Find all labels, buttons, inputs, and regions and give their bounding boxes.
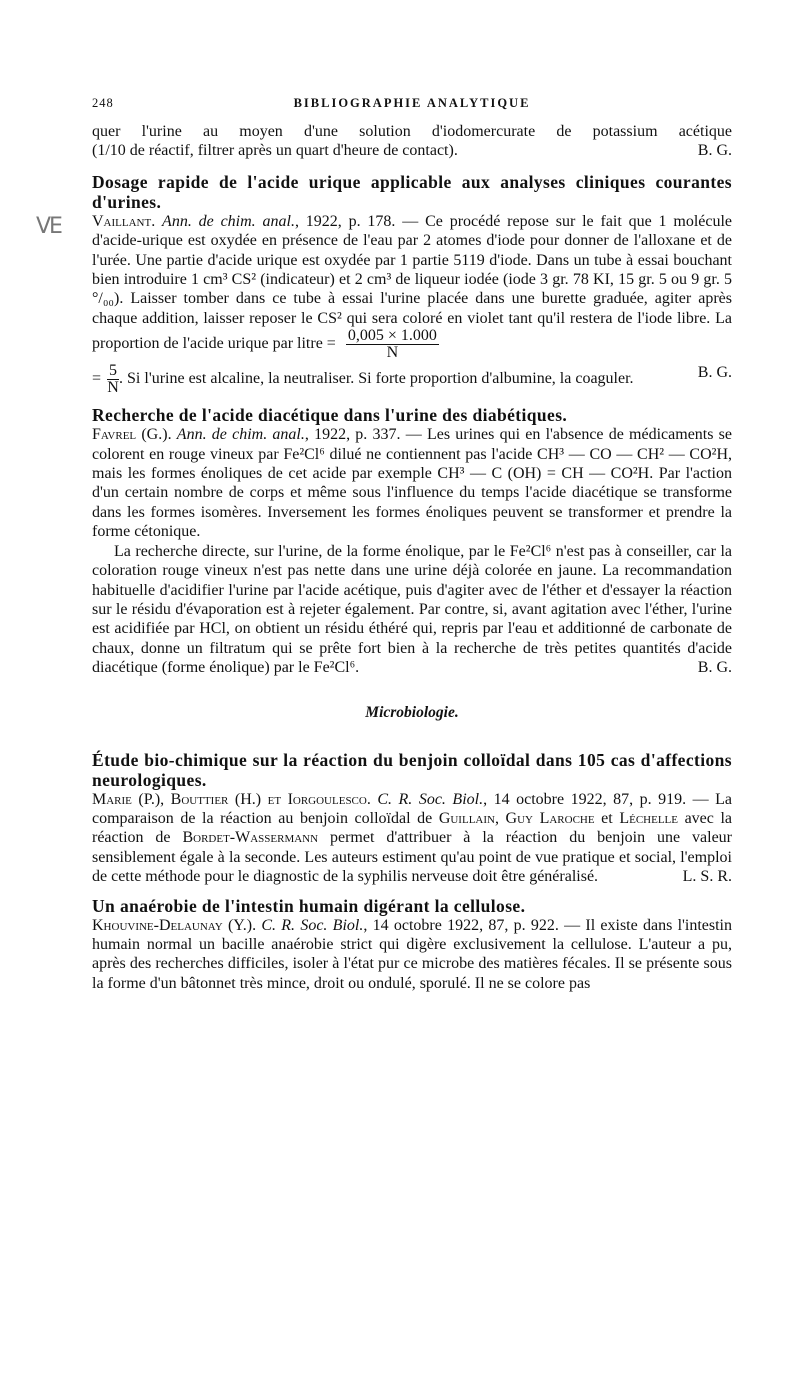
- fraction-numerator: 0,005 × 1.000: [347, 327, 437, 345]
- article-text-d: permet d'attribuer à la réaction du benjoin une valeur sensiblement égale à la seconde. Les auteurs estiment qu'au point de vue pratique et social, l'emploi de cette méthode pour le diagnostic de la syphilis nerveuse doit être généralisé.: [92, 829, 733, 886]
- fraction-formula-2: [107, 363, 119, 396]
- article-body-continued: [92, 363, 732, 396]
- fraction-numerator-2: 5: [109, 362, 118, 380]
- article-journal: Ann. de chim. anal.: [176, 426, 305, 444]
- article-text-a: La comparaison de la réaction au benjoin colloïdal de: [92, 790, 732, 827]
- article-citation: , 1922, p. 337. —: [304, 426, 427, 444]
- cited-names-1: Guillain, Guy Laroche: [438, 809, 595, 827]
- intro-line-2-text: (1/10 de réactif, filtrer après un quart d'heure de contact).: [92, 142, 458, 160]
- article-body: [92, 212, 732, 361]
- article-text-end: . Si l'urine est alcaline, la neutraliser. Si forte proportion d'albumine, la coaguler.: [119, 370, 634, 388]
- abstract-cellulose-anaerobe: [92, 896, 732, 994]
- cited-names-2: Léchelle: [619, 809, 678, 827]
- fraction-formula: [346, 328, 439, 361]
- abstract-benzoin-reaction: [92, 750, 732, 887]
- article-citation: , 14 octobre 1922, 87, p. 922. —: [363, 916, 586, 934]
- article-body: [92, 790, 732, 887]
- article-text-b: et: [594, 809, 620, 827]
- article-authors: Marie (P.), Bouttier (H.) et Iorgoulesco.: [92, 790, 371, 808]
- article-title: Recherche de l'acide diacétique dans l'urine des diabétiques.: [92, 405, 568, 426]
- fraction-denominator: N: [386, 344, 399, 362]
- article-author: Khouvine-Delaunay (Y.).: [92, 916, 257, 934]
- article-journal: C. R. Soc. Biol.: [377, 790, 484, 808]
- article-citation: , 14 octobre 1922, 87, p. 919. —: [483, 790, 716, 808]
- article-body: [92, 425, 732, 541]
- article-title: Étude bio-chimique sur la réaction du benjoin colloïdal dans 105 cas d'affections neurologiques.: [92, 749, 732, 790]
- article-title: Dosage rapide de l'acide urique applicable aux analyses cliniques courantes d'urines.: [92, 171, 732, 212]
- equals-sign: =: [92, 370, 102, 388]
- fraction-denominator-2: N: [107, 379, 119, 397]
- article-text-c: avec la réaction de: [92, 809, 733, 847]
- running-title: BIBLIOGRAPHIE ANALYTIQUE: [293, 96, 531, 110]
- article-body: [92, 916, 732, 994]
- article-journal: C. R. Soc. Biol.: [261, 916, 364, 934]
- intro-line-2: [92, 141, 732, 160]
- article-text: Ce procédé repose sur le fait que 1 molécule d'acide-urique est oxydée en présence de l'eau par 2 atomes d'iode pour donner de l'alloxane et de l'urée. Une partie d'acide urique est oxydée par 1 partie 5119 d'iode. Dans un tube à essai bouchant bien introduire 1 cm³ CS² (indicateur) et 2 cm³ de liqueur iodée (iode 3 gr. 78 KI, 15 gr. 5 ou 9 gr. 5 °/₀₀). Laisser tomber dans ce tube à essai l'urine placée dans une burette graduée, agiter après chaque addition, laisser reposer le CS² qui sera coloré en violet tant qu'il restera de l'iode libre. La proportion de l'acide urique par litre =: [92, 212, 733, 353]
- abstract-uric-acid: [92, 172, 732, 396]
- intro-signature: B. G.: [697, 142, 732, 160]
- abstract-diacetic-acid: [92, 405, 732, 677]
- article-signature: L. S. R.: [682, 868, 732, 886]
- document-page: [92, 96, 732, 993]
- article-author: Vaillant.: [92, 212, 156, 230]
- article-signature: B. G.: [697, 364, 732, 382]
- article-author: Favrel (G.).: [92, 426, 172, 444]
- article-text-2: La recherche directe, sur l'urine, de la forme énolique, par le Fe²Cl⁶ n'est pas à conseiller, car la coloration rouge vineux n'est pas nette dans une urine déjà colorée en jaune. La recommandation habituelle d'acidifier l'urine par l'acide acétique, puis d'agiter avec de l'éther et d'essayer la réaction sur le résidu d'évaporation est à rejeter également. Par contre, si, avant agitation avec l'éther, l'urine est acidifiée par HCl, on obtient un résidu éthéré qui, repris par l'eau et additionné de carbonate de chaux, donne un filtratum qui se prête fort bien à la recherche de très petites quantités d'acide diacétique (forme énolique) par le Fe²Cl⁶.: [92, 542, 732, 677]
- article-text: Les urines qui en l'absence de médicaments se colorent en rouge vineux par Fe²Cl⁶ dilué ne contiennent pas l'acide CH³ — CO — CH² — CO²H, mais les formes énoliques de cet acide par exemple CH³ — C (OH) = CH — CO²H. Par l'action d'un certain nombre de corps et même sous l'influence du temps l'acide diacétique se transforme dans les formes isomères. Inversement les formes énoliques peuvent se transformer et prendre la forme cétonique.: [92, 426, 733, 541]
- article-journal: Ann. de chim. anal.: [162, 212, 295, 230]
- section-heading: Microbiologie.: [365, 703, 459, 721]
- article-body-paragraph-2: [92, 542, 732, 678]
- cited-names-3: Bordet-Wassermann: [182, 829, 319, 847]
- article-signature: B. G.: [697, 659, 732, 677]
- intro-line-1: quer l'urine au moyen d'une solution d'iodomercurate de potassium acétique: [92, 123, 732, 140]
- page-number: 248: [92, 96, 114, 110]
- article-citation: , 1922, p. 178. —: [294, 212, 426, 230]
- page-header: [92, 96, 732, 122]
- margin-annotation: VE: [36, 214, 61, 239]
- article-text: Il existe dans l'intestin humain normal un bacille anaérobie strict qui digère exclusivement la cellulose. L'auteur a pu, après des recherches difficiles, isoler à l'état pur ce microbe des matières fécales. Il se présente sous la forme d'un bâtonnet très mince, droit ou ondulé, sporulé. Il ne se colore pas: [92, 916, 733, 992]
- article-title: Un anaérobie de l'intestin humain digérant la cellulose.: [92, 895, 526, 916]
